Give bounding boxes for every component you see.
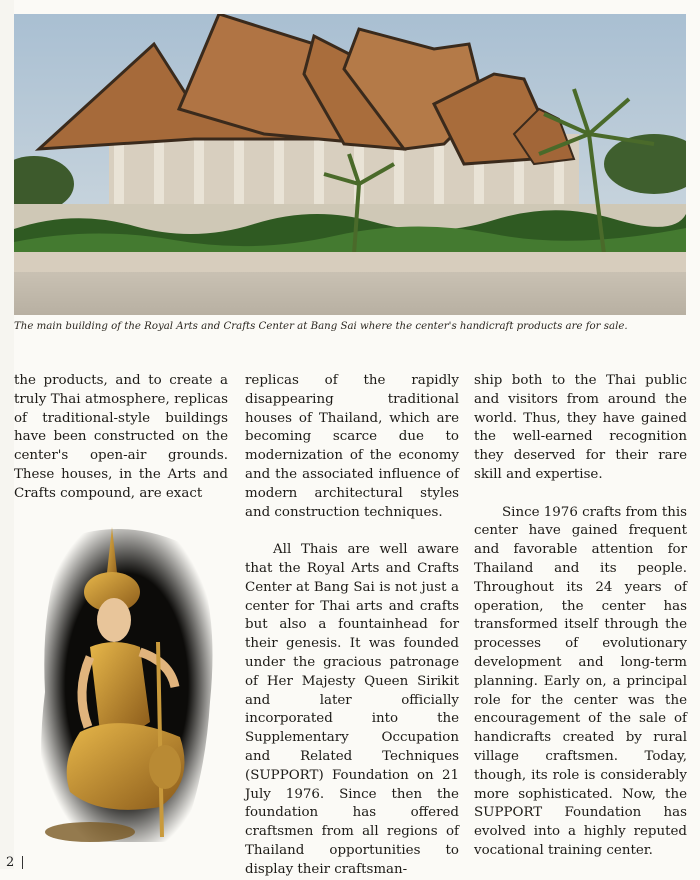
paragraph: Since 1976 crafts from this center have gained frequent and favorable attention for Thailand and its people. Throughout its 24 years of operation, the center has transformed itself through the processes of evolutionary development and long-term planning. Early on, a principal role for the center was the encouragement of the sale of handicrafts created by rural village craftsmen. Today, though, its role is considerably more sophisticated. Now, the SUPPORT Foundation has evolved into a highly reputed vocational training center. [474,504,687,858]
building-photo [14,14,686,315]
page-number: 2 [6,855,15,870]
text-column-1 [14,372,228,504]
paragraph: ship both to the Thai public and visitors from around the world. Thus, they have gained the well-earned recognition they deserved for their rare skill and expertise. [474,373,687,482]
thai-dancer-figurine-image [30,522,220,852]
folio-divider [22,856,23,869]
photo-caption: The main building of the Royal Arts and Crafts Center at Bang Sai where the center's handicraft products are for sale. [14,321,628,332]
page-margin [0,0,14,869]
paragraph: the products, and to create a truly Thai atmosphere, replicas of traditional-style buildings have been constructed on the center's open-air grounds. These houses, in the Arts and Crafts compound, are exact [14,373,228,501]
paragraph: All Thais are well aware that the Royal Arts and Crafts Center at Bang Sai is not just a center for Thai arts and crafts but also a fountainhead for their genesis. It was founded under the gracious patronage of Her Majesty Queen Sirikit and later officially incorporated into the Supplementary Occupation and Related Techniques (SUPPORT) Foundation on 21 July 1976. Since then the foundation has offered craftsmen from all regions of Thailand opportunities to display their craftsman- [245,542,459,877]
text-column-2 [245,372,459,880]
paragraph: replicas of the rapidly disappearing traditional houses of Thailand, which are becoming scarce due to modernization of the economy and the associated influence of modern architectural styles and construction techniques. [245,373,459,520]
text-column-3 [474,372,687,861]
